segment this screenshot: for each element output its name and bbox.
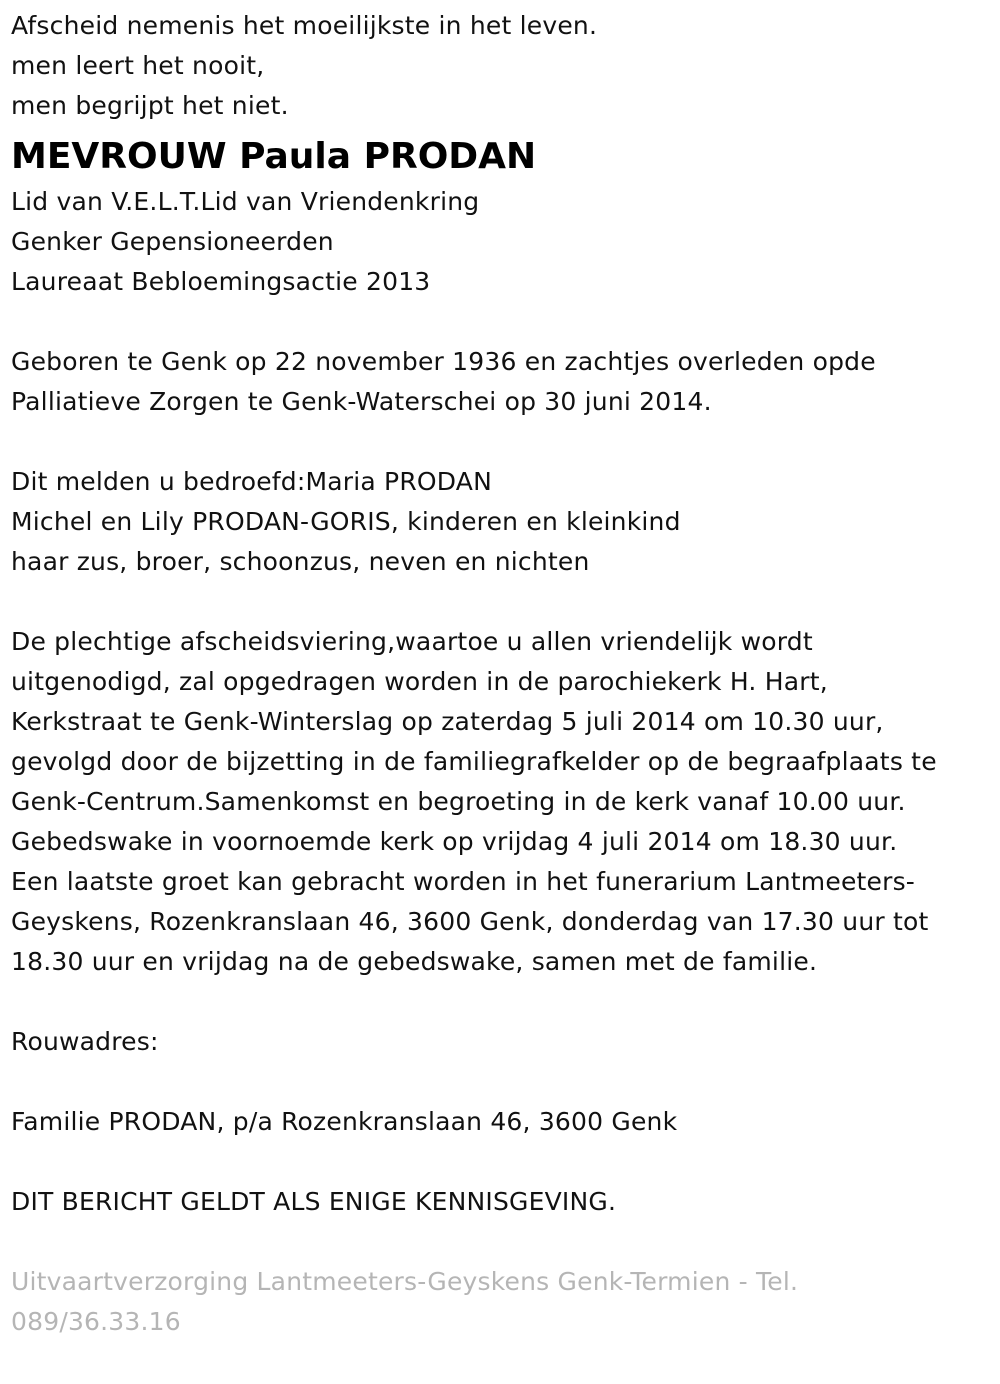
address-label: Rouwadres: bbox=[11, 1027, 159, 1056]
birth-death-line: Geboren te Genk op 22 november 1936 en zachtjes overleden opde bbox=[11, 347, 876, 376]
ceremony-line: 18.30 uur en vrijdag na de gebedswake, samen met de familie. bbox=[11, 947, 818, 976]
funeral-home-footer bbox=[11, 1262, 991, 1342]
ceremony-line: Gebedswake in voornoemde kerk op vrijdag 4 juli 2014 om 18.30 uur. bbox=[11, 827, 898, 856]
footer-phone: 089/36.33.16 bbox=[11, 1307, 181, 1336]
verse-line: Afscheid nemenis het moeilijkste in het leven. bbox=[11, 11, 598, 40]
footer-line: Uitvaartverzorging Lantmeeters-Geyskens Genk-Termien - Tel. bbox=[11, 1267, 799, 1296]
address-value: Familie PRODAN, p/a Rozenkranslaan 46, 3600 Genk bbox=[11, 1107, 678, 1136]
membership-line: Genker Gepensioneerden bbox=[11, 227, 334, 256]
ceremony-line: uitgenodigd, zal opgedragen worden in de parochiekerk H. Hart, bbox=[11, 667, 828, 696]
notice-text: DIT BERICHT GELDT ALS ENIGE KENNISGEVING. bbox=[11, 1187, 617, 1216]
spacer bbox=[11, 302, 991, 342]
verse-line: men leert het nooit, bbox=[11, 51, 265, 80]
ceremony-line: De plechtige afscheidsviering,waartoe u allen vriendelijk wordt bbox=[11, 627, 813, 656]
deceased-block bbox=[11, 132, 991, 302]
membership-line: Laureaat Bebloemingsactie 2013 bbox=[11, 267, 431, 296]
spacer bbox=[11, 1142, 991, 1182]
ceremony-line: Een laatste groet kan gebracht worden in het funerarium Lantmeeters- bbox=[11, 867, 916, 896]
ceremony-line: Geyskens, Rozenkranslaan 46, 3600 Genk, donderdag van 17.30 uur tot bbox=[11, 907, 929, 936]
announcer-line: Michel en Lily PRODAN-GORIS, kinderen en kleinkind bbox=[11, 507, 681, 536]
birth-death-line: Palliatieve Zorgen te Genk-Waterschei op 30 juni 2014. bbox=[11, 387, 712, 416]
birth-death-block bbox=[11, 342, 991, 422]
spacer bbox=[11, 982, 991, 1022]
spacer bbox=[11, 1222, 991, 1262]
verse-line: men begrijpt het niet. bbox=[11, 91, 289, 120]
membership-line: Lid van V.E.L.T.Lid van Vriendenkring bbox=[11, 187, 480, 216]
obituary-document bbox=[11, 6, 991, 1342]
spacer bbox=[11, 582, 991, 622]
ceremony-block bbox=[11, 622, 991, 982]
spacer bbox=[11, 1062, 991, 1102]
spacer bbox=[11, 422, 991, 462]
ceremony-line: gevolgd door de bijzetting in de familiegrafkelder op de begraafplaats te bbox=[11, 747, 937, 776]
verse-block bbox=[11, 6, 991, 126]
deceased-name: MEVROUW Paula PRODAN bbox=[11, 136, 537, 177]
ceremony-line: Genk-Centrum.Samenkomst en begroeting in de kerk vanaf 10.00 uur. bbox=[11, 787, 906, 816]
announcer-line: Dit melden u bedroefd:Maria PRODAN bbox=[11, 467, 492, 496]
announcer-line: haar zus, broer, schoonzus, neven en nichten bbox=[11, 547, 590, 576]
ceremony-line: Kerkstraat te Genk-Winterslag op zaterdag 5 juli 2014 om 10.30 uur, bbox=[11, 707, 884, 736]
announcers-block bbox=[11, 462, 991, 582]
